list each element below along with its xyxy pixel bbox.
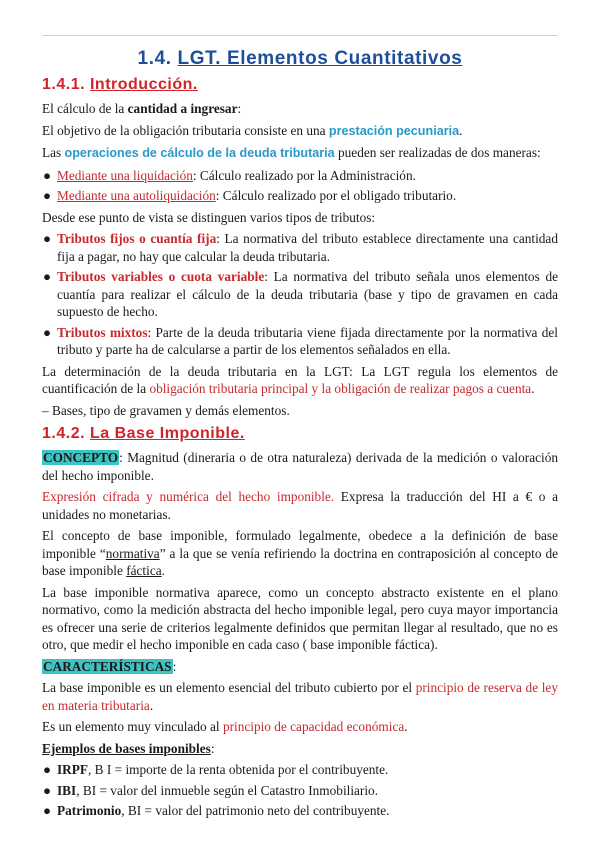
document-title: 1.4. LGT. Elementos Cuantitativos <box>137 48 463 69</box>
paragraph-base-normativa: La base imponible normativa aparece, como un concepto abstracto existente en el plano normativo, como la medición abstracta del hecho imponible legal, pero cuya mayor importancia es ofrecer una serie de criterios legalmente definidos que permitan llegar al resultado, que no es otro, que medir el hecho imponible en cada caso ( base imponible fáctica). <box>42 584 558 652</box>
list-item: ● Mediante una autoliquidación: Cálculo realizado por el obligado tributario. <box>43 188 457 203</box>
list-item: ● Tributos mixtos: Parte de la deuda tributaria viene fijada directamente por la normativa del tributo y parte ha de calcularse a partir de los elementos señalados en ella. <box>43 324 559 357</box>
list-item: ● IRPF, B I = importe de la renta obtenida por el contribuyente. <box>43 762 389 777</box>
list-item: ● Tributos fijos o cuantía fija: La normativa del tributo establece directamente una cantidad fija a pagar, no hay que calcular la deuda tributaria. <box>43 231 558 264</box>
header-rule <box>42 35 558 36</box>
document-page <box>42 46 558 824</box>
paragraph-operaciones: Las operaciones de cálculo de la deuda tributaria pueden ser realizadas de dos maneras: <box>42 145 541 160</box>
paragraph-capacidad: Es un elemento muy vinculado al principio de capacidad económica. <box>42 719 408 734</box>
list-maneras <box>42 167 558 205</box>
paragraph-objetivo: El objetivo de la obligación tributaria consiste en una prestación pecuniaria. <box>42 122 463 138</box>
list-tipos-tributos <box>42 230 558 359</box>
paragraph-expresion: Expresión cifrada y numérica del hecho imponible. Expresa la traducción del HI a € o a unidades no monetarias. <box>42 489 558 522</box>
paragraph-normativa: El concepto de base imponible, formulado legalmente, obedece a la definición de base imponible “normativa” a la que se venía refiriendo la doctrina en contraposición al concepto de base imponible fáctica. <box>42 528 558 578</box>
list-item: ● Mediante una liquidación: Cálculo realizado por la Administración. <box>43 167 416 183</box>
paragraph-caracteristicas-heading: CARACTERÍSTICAS: <box>43 658 177 674</box>
paragraph-calculo: El cálculo de la cantidad a ingresar: <box>42 101 242 116</box>
paragraph-determinacion: La determinación de la deuda tributaria en la LGT: La LGT regula los elementos de cuantificación de la obligación tributaria principal y la obligación de realizar pagos a cuenta. <box>42 363 558 396</box>
list-ejemplos <box>42 761 558 820</box>
paragraph-tipos: Desde ese punto de vista se distinguen varios tipos de tributos: <box>42 209 376 225</box>
paragraph-concepto: CONCEPTO: Magnitud (dineraria o de otra naturaleza) derivada de la medición o valoración del hecho imponible. <box>42 450 558 483</box>
section-heading-base-imponible: 1.4.2. La Base Imponible. <box>42 425 245 442</box>
section-heading-introduccion: 1.4.1. Introducción. <box>42 76 198 93</box>
paragraph-ejemplos-heading: Ejemplos de bases imponibles: <box>42 740 215 756</box>
paragraph-bases: – Bases, tipo de gravamen y demás elementos. <box>42 402 290 418</box>
list-item: ● IBI, BI = valor del inmueble según el Catastro Inmobiliario. <box>43 782 379 798</box>
list-item: ● Patrimonio, BI = valor del patrimonio neto del contribuyente. <box>43 803 390 818</box>
list-item: ● Tributos variables o cuota variable: La normativa del tributo señala unos elementos de cuantía para realizar el cálculo de la deuda tributaria (base y tipo de gravamen en cada supuesto de hecho. <box>43 269 558 319</box>
paragraph-elemento-esencial: La base imponible es un elemento esencial del tributo cubierto por el principio de reserva de ley en materia tributaria. <box>42 680 558 713</box>
